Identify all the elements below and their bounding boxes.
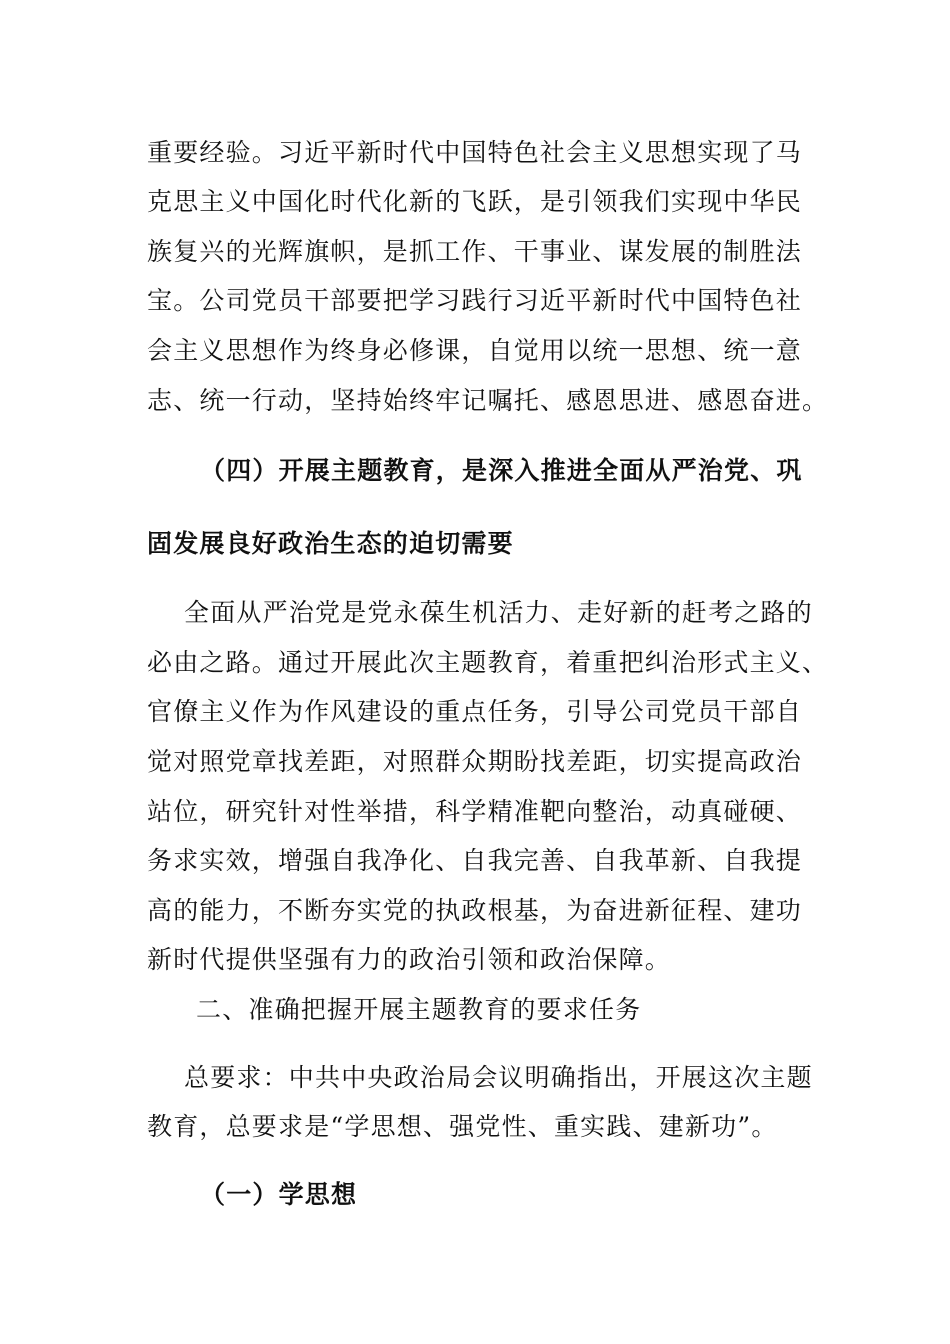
paragraph-line: 总要求：中共中央政治局会议明确指出，开展这次主题 (184, 1063, 813, 1092)
paragraph-line: 站位，研究针对性举措，科学精准靶向整治，动真碰硬、 (147, 797, 803, 826)
section-heading: 固发展良好政治生态的迫切需要 (147, 529, 514, 558)
chapter-heading: 二、准确把握开展主题教育的要求任务 (196, 995, 642, 1024)
paragraph-line: 重要经验。习近平新时代中国特色社会主义思想实现了马 (147, 138, 803, 167)
section-heading: （四）开展主题教育，是深入推进全面从严治党、巩 (200, 456, 803, 485)
paragraph-line: 全面从严治党是党永葆生机活力、走好新的赶考之路的 (184, 598, 813, 627)
paragraph-line: 克思主义中国化时代化新的飞跃，是引领我们实现中华民 (147, 187, 803, 216)
paragraph-line: 志、统一行动，坚持始终牢记嘱托、感恩思进、感恩奋进。 (147, 386, 829, 415)
paragraph-line: 务求实效，增强自我净化、自我完善、自我革新、自我提 (147, 846, 803, 875)
paragraph-line: 教育，总要求是“学思想、强党性、重实践、建新功”。 (147, 1112, 778, 1141)
paragraph-line: 宝。公司党员干部要把学习践行习近平新时代中国特色社 (147, 286, 803, 315)
paragraph-line: 必由之路。通过开展此次主题教育，着重把纠治形式主义、 (147, 648, 829, 677)
paragraph-line: 高的能力，不断夯实党的执政根基，为奋进新征程、建功 (147, 896, 803, 925)
paragraph-line: 觉对照党章找差距，对照群众期盼找差距，切实提高政治 (147, 747, 803, 776)
subsection-heading: （一）学思想 (200, 1180, 358, 1209)
paragraph-line: 官僚主义作为作风建设的重点任务，引导公司党员干部自 (147, 697, 803, 726)
paragraph-line: 族复兴的光辉旗帜，是抓工作、干事业、谋发展的制胜法 (147, 237, 803, 266)
paragraph-line: 会主义思想作为终身必修课，自觉用以统一思想、统一意 (147, 336, 803, 365)
paragraph-line: 新时代提供坚强有力的政治引领和政治保障。 (147, 945, 672, 974)
